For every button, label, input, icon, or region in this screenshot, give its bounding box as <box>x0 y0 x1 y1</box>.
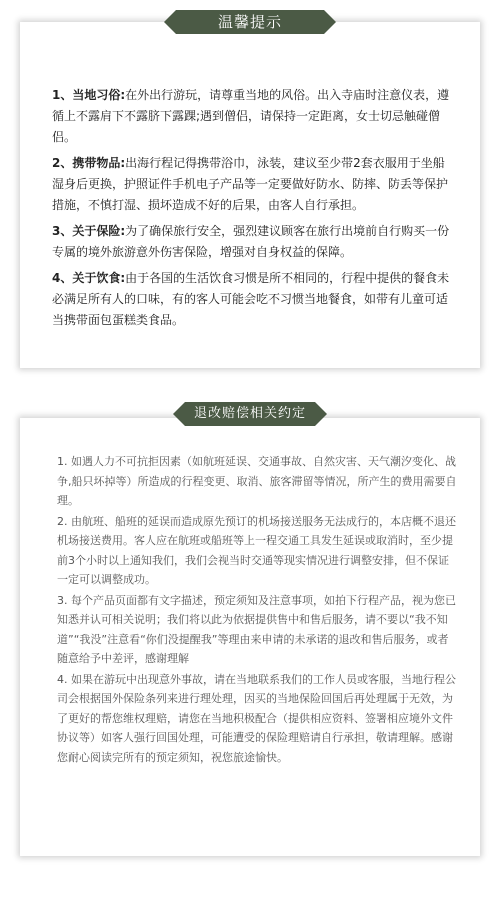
notice-title-banner <box>176 10 324 34</box>
notice-item-text: 由于各国的生活饮食习惯是所不相同的，行程中提供的餐食未必满足所有人的口味，有的客人可能会吃不习惯当地餐食，如带有儿童可适当携带面包蛋糕类食品。 <box>52 271 450 327</box>
notice-item-text: 在外出行游玩，请尊重当地的风俗。出入寺庙时注意仪表，遵循上不露肩下不露脐下露踝;遇到僧侣，请保持一定距离，女士切忌触碰僧侣。 <box>52 88 450 144</box>
notice-title: 温馨提示 <box>217 13 282 31</box>
notice-item-label: 1、当地习俗: <box>52 88 126 102</box>
policy-item-flight-delay: 2. 由航班、船班的延误而造成原先预订的机场接送服务无法成行的，本店概不退还机场接送费用。客人应在航班或船班等上一程交通工具发生延误或取消时，至少提前3个小时以上通知我们，我们会视当时交通等现实情况进行调整安排，但不保证一定可以调整成功。 <box>57 514 456 586</box>
notice-item-belongings <box>52 153 456 216</box>
policy-item-accident: 4. 如果在游玩中出现意外事故，请在当地联系我们的工作人员或客服，当地行程公司会根据国外保险条列来进行理处理，因买的当地保险回国后再处理属于无效，为了更好的帮您维权理赔，请您在当地积极配合（提供相应资料、签署相应境外文件协议等）如客人强行回国处理，可能遭受的保险理赔请自行承担，敬请理解。感谢您耐心阅读完所有的预定须知，祝您旅途愉快。 <box>57 672 456 764</box>
notice-item-label: 3、关于保险: <box>52 224 126 238</box>
notice-item-diet <box>52 268 456 331</box>
refund-title-banner <box>185 402 315 426</box>
notice-item-customs <box>52 85 456 148</box>
notice-item-insurance <box>52 221 456 263</box>
notice-list <box>52 85 456 336</box>
notice-item-text: 为了确保旅行安全，强烈建议顾客在旅行出境前自行购买一份专属的境外旅游意外伤害保险，增强对自身权益的保障。 <box>52 224 450 259</box>
policy-item-product-description: 3. 每个产品页面都有文字描述，预定须知及注意事项，如拍下行程产品，视为您已知悉并认可相关说明；我们将以此为依据提供售中和售后服务，请不要以“我不知道”“我没”注意看“你们没提醒我”等理由来申请的未承诺的退改和售后服务，或者随意给予中差评，感谢理解 <box>57 593 456 665</box>
notice-item-label: 2、携带物品: <box>52 156 126 170</box>
refund-title: 退改赔偿相关约定 <box>193 406 306 421</box>
notice-item-label: 4、关于饮食: <box>52 271 126 285</box>
policy-item-force-majeure: 1. 如遇人力不可抗拒因素（如航班延误、交通事故、自然灾害、天气潮汐变化、战争,船只坏掉等）所造成的行程变更、取消、旅客滞留等情况，所产生的费用需要自理。 <box>57 455 457 507</box>
refund-policy-list <box>57 452 457 768</box>
notice-item-text: 出海行程记得携带浴巾，泳装，建议至少带2套衣服用于坐船湿身后更换，护照证件手机电子产品等一定要做好防水、防摔、防丢等保护措施，不慎打湿、损坏造成不好的后果，由客人自行承担。 <box>52 156 449 212</box>
